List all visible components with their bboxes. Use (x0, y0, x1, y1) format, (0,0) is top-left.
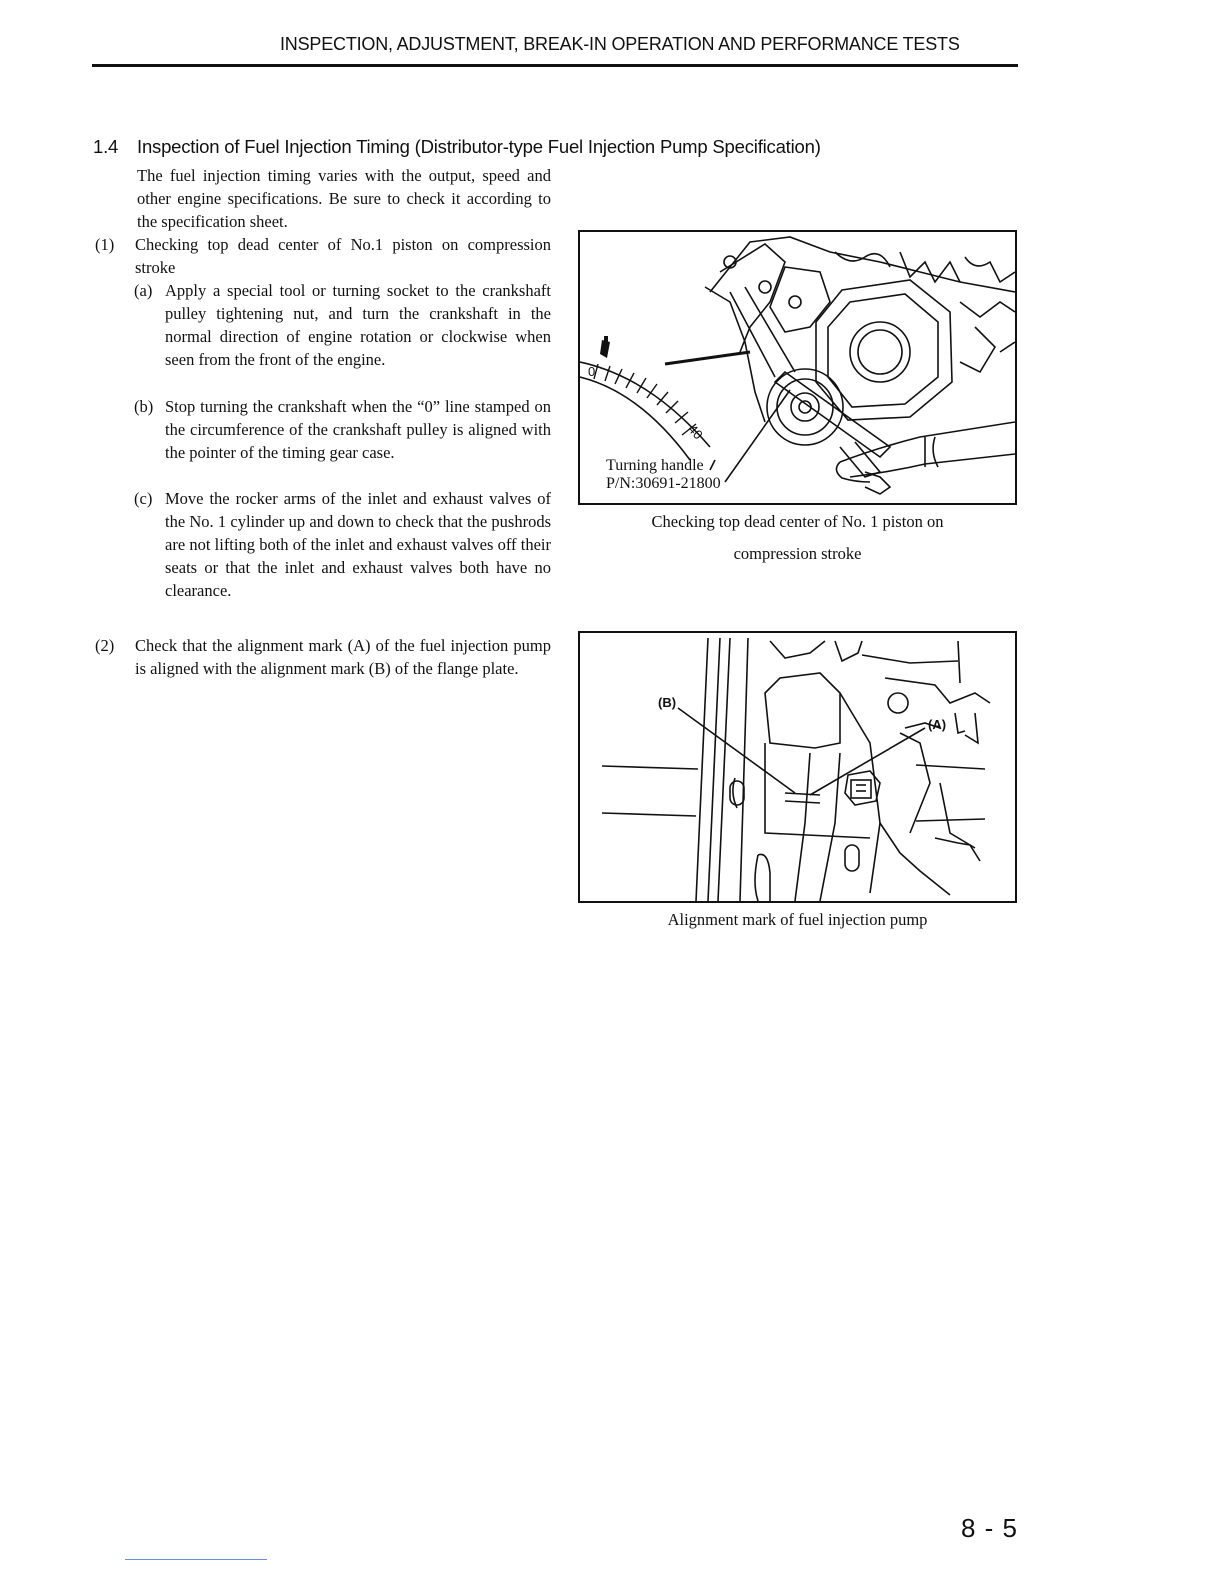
step-1-text: Checking top dead center of No.1 piston on compression stroke (135, 235, 551, 277)
figure-1-caption (578, 506, 1017, 570)
footer-rule (125, 1559, 267, 1560)
engine-front-illustration (580, 232, 1015, 503)
step-1b-marker: (b) (134, 397, 154, 416)
scale-label-40: 40 (685, 421, 706, 443)
step-1c-text: Move the rocker arms of the inlet and exhaust valves of the No. 1 cylinder up and down to check that the pushrods are not lifting both of the inlet and exhaust valves off their seats or that the inlet and exhaust valves both have no clearance. (165, 489, 551, 600)
label-a: (A) (928, 717, 947, 732)
page-number: 8 - 5 (960, 1513, 1018, 1543)
figure-alignment-mark (578, 631, 1017, 903)
step-1a-text: Apply a special tool or turning socket to the crankshaft pulley tightening nut, and turn the crankshaft in the normal direction of engine rotation or clockwise when seen from the front of the engine. (165, 281, 551, 369)
header-rule (92, 64, 1018, 67)
step-2-text: Check that the alignment mark (A) of the fuel injection pump is aligned with the alignment mark (B) of the flange plate. (135, 636, 551, 678)
step-1c-marker: (c) (134, 489, 153, 508)
scale-label-0: 0 (588, 364, 596, 379)
section-heading (93, 136, 821, 158)
figure-crankshaft-tdc (578, 230, 1017, 505)
running-header: INSPECTION, ADJUSTMENT, BREAK-IN OPERATION AND PERFORMANCE TESTS (280, 34, 960, 54)
step-2-marker: (2) (95, 636, 115, 655)
turning-handle-label: Turning handle (606, 457, 704, 474)
label-b: (B) (658, 695, 677, 710)
intro-paragraph: The fuel injection timing varies with the output, speed and other engine specifications. Be sure to check it according to the specification sheet. (137, 166, 551, 231)
figure-1-caption-line-2: compression stroke (733, 544, 862, 563)
step-1-marker: (1) (95, 235, 115, 254)
figure-2-caption: Alignment mark of fuel injection pump (667, 910, 928, 929)
injection-pump-illustration (580, 633, 1015, 901)
part-number-label: P/N:30691-21800 (606, 475, 721, 492)
section-title: Inspection of Fuel Injection Timing (Distributor-type Fuel Injection Pump Specification) (137, 136, 821, 157)
section-number: 1.4 (93, 136, 119, 157)
step-1a-marker: (a) (134, 281, 153, 300)
step-1b-text: Stop turning the crankshaft when the “0” line stamped on the circumference of the crankshaft pulley is aligned with the pointer of the timing gear case. (165, 397, 551, 462)
figure-1-caption-line-1: Checking top dead center of No. 1 piston on (651, 512, 944, 531)
